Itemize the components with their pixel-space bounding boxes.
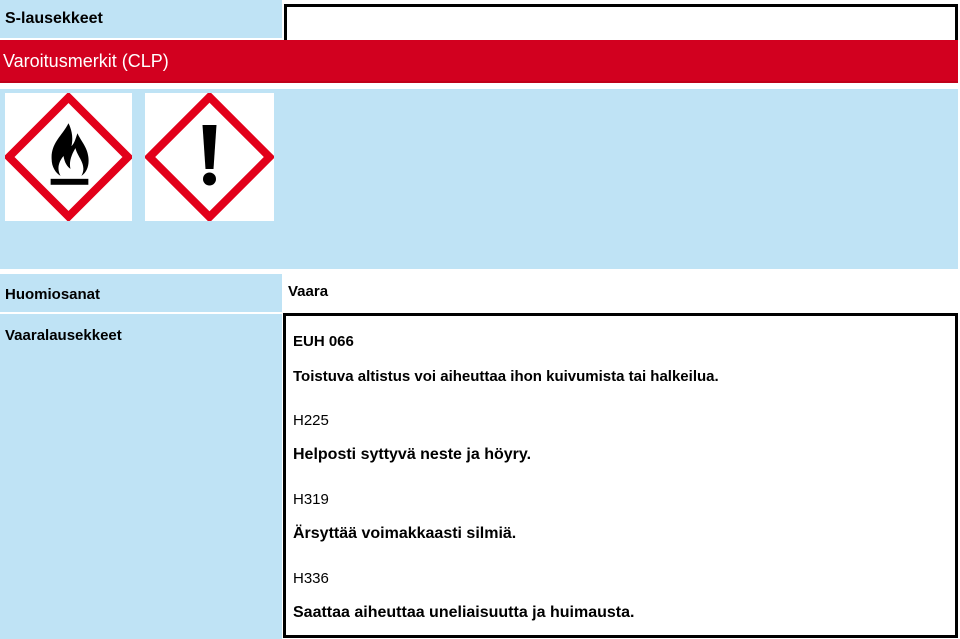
signal-word-label: Huomiosanat <box>5 286 101 303</box>
hazard-code: H336 <box>293 570 329 587</box>
flame-icon <box>5 93 132 221</box>
hazard-statements-label: Vaaralausekkeet <box>5 327 122 344</box>
hazard-text: Saattaa aiheuttaa uneliaisuutta ja huimausta. <box>293 604 635 621</box>
hazard-code: EUH 066 <box>293 333 354 350</box>
hazard-statements-box <box>283 313 958 638</box>
precautionary-label: S-lausekkeet <box>5 10 103 27</box>
exclamation-pictogram-svg <box>145 93 274 221</box>
hazard-statements-label-cell <box>0 314 282 639</box>
signal-word-value-cell <box>284 272 958 312</box>
hazard-text: Ärsyttää voimakkaasti silmiä. <box>293 525 517 542</box>
exclamation-icon <box>145 93 274 221</box>
hazard-text: Toistuva altistus voi aiheuttaa ihon kuivumista tai halkeilua. <box>293 368 719 385</box>
hazard-code: H319 <box>293 491 329 508</box>
pictogram-section-title: Varoitusmerkit (CLP) <box>3 51 169 71</box>
hazard-text: Helposti syttyvä neste ja höyry. <box>293 446 532 463</box>
hazard-code: H225 <box>293 412 329 429</box>
flame-pictogram-svg <box>5 93 132 221</box>
pictogram-panel <box>0 89 958 269</box>
signal-word-value: Vaara <box>288 283 329 300</box>
